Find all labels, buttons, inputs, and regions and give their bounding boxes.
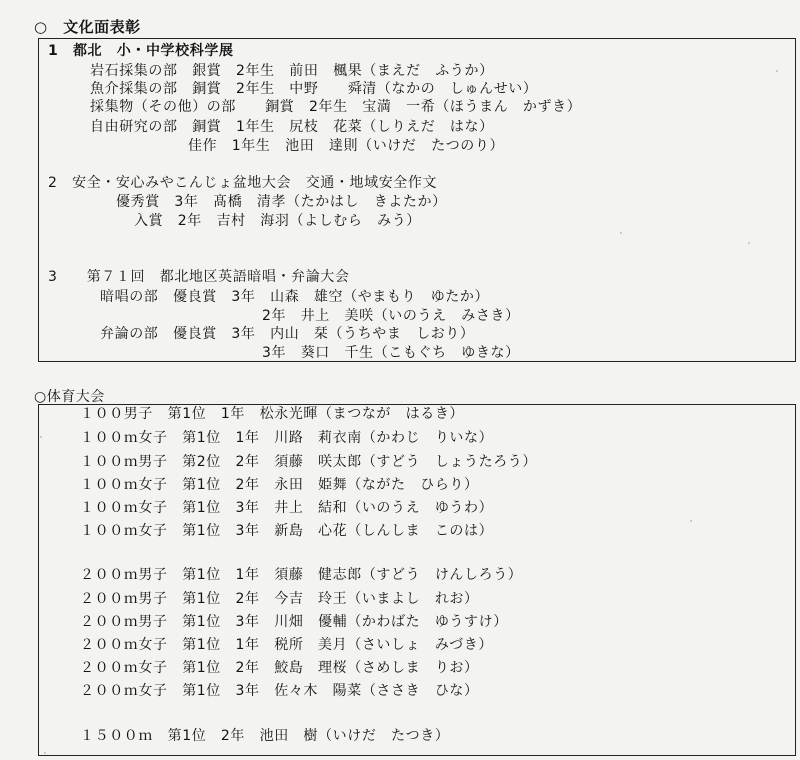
culture-line: 3年 葵口 千生（こもぐち ゆきな）: [262, 345, 520, 361]
culture-line: 自由研究の部 銅賞 1年生 尻枝 花菜（しりえだ はな）: [90, 119, 494, 135]
sports-line: ２００ｍ女子 第1位 3年 佐々木 陽菜（ささき ひな）: [80, 683, 479, 699]
culture-heading: ○ 文化面表彰: [34, 18, 141, 36]
sports-line: １００ｍ女子 第1位 1年 川路 莉衣南（かわじ りいな）: [80, 430, 494, 446]
sports-line: １５００ｍ 第1位 2年 池田 樹（いけだ たつき）: [80, 728, 450, 744]
sports-line: ２００ｍ男子 第1位 3年 川畑 優輔（かわばた ゆうすけ）: [80, 614, 508, 630]
culture-line: 佳作 1年生 池田 達則（いけだ たつのり）: [188, 138, 505, 154]
culture-line: 入賞 2年 吉村 海羽（よしむら みう）: [134, 213, 421, 229]
paper-speck: [44, 752, 46, 754]
sports-heading: ○体育大会: [34, 389, 105, 405]
paper-speck: [690, 520, 692, 522]
culture-line: 2 安全・安心みやこんじょ盆地大会 交通・地域安全作文: [48, 175, 438, 191]
culture-line: 岩石採集の部 銀賞 2年生 前田 楓果（まえだ ふうか）: [90, 63, 494, 79]
paper-speck: [776, 70, 778, 72]
culture-line: 優秀賞 3年 髙橋 清孝（たかはし きよたか）: [116, 194, 447, 210]
culture-line: 2年 井上 美咲（いのうえ みさき）: [262, 308, 520, 324]
culture-line: 暗唱の部 優良賞 3年 山森 雄空（やまもり ゆたか）: [100, 289, 490, 305]
sports-line: １００ｍ女子 第1位 3年 新島 心花（しんしま このは）: [80, 523, 494, 539]
sports-line: ２００ｍ女子 第1位 1年 税所 美月（さいしょ みづき）: [80, 637, 493, 653]
culture-line: 採集物（その他）の部 銅賞 2年生 宝満 一希（ほうまん かずき）: [90, 99, 582, 115]
paper-speck: [40, 436, 42, 438]
sports-line: ２００ｍ女子 第1位 2年 鮫島 理桜（さめしま りお）: [80, 660, 479, 676]
culture-line: 3 第７１回 都北地区英語暗唱・弁論大会: [48, 269, 350, 285]
sports-line: １００ｍ男子 第2位 2年 須藤 咲太郎（すどう しょうたろう）: [80, 454, 538, 470]
paper-speck: [748, 242, 750, 244]
sports-line: １００男子 第1位 1年 松永光暉（まつなが はるき）: [80, 406, 465, 422]
paper-speck: [620, 232, 622, 234]
culture-line: 弁論の部 優良賞 3年 内山 栞（うちやま しおり）: [100, 326, 475, 342]
culture-line: 1 都北 小・中学校科学展: [48, 43, 234, 59]
sports-line: ２００ｍ男子 第1位 1年 須藤 健志郎（すどう けんしろう）: [80, 567, 523, 583]
sports-line: １００ｍ女子 第1位 3年 井上 結和（いのうえ ゆうわ）: [80, 500, 494, 516]
sports-line: １００ｍ女子 第1位 2年 永田 姫舞（ながた ひらり）: [80, 477, 479, 493]
sports-line: ２００ｍ男子 第1位 2年 今吉 玲王（いまよし れお）: [80, 591, 479, 607]
culture-line: 魚介採集の部 銅賞 2年生 中野 舜清（なかの しゅんせい）: [90, 81, 538, 97]
